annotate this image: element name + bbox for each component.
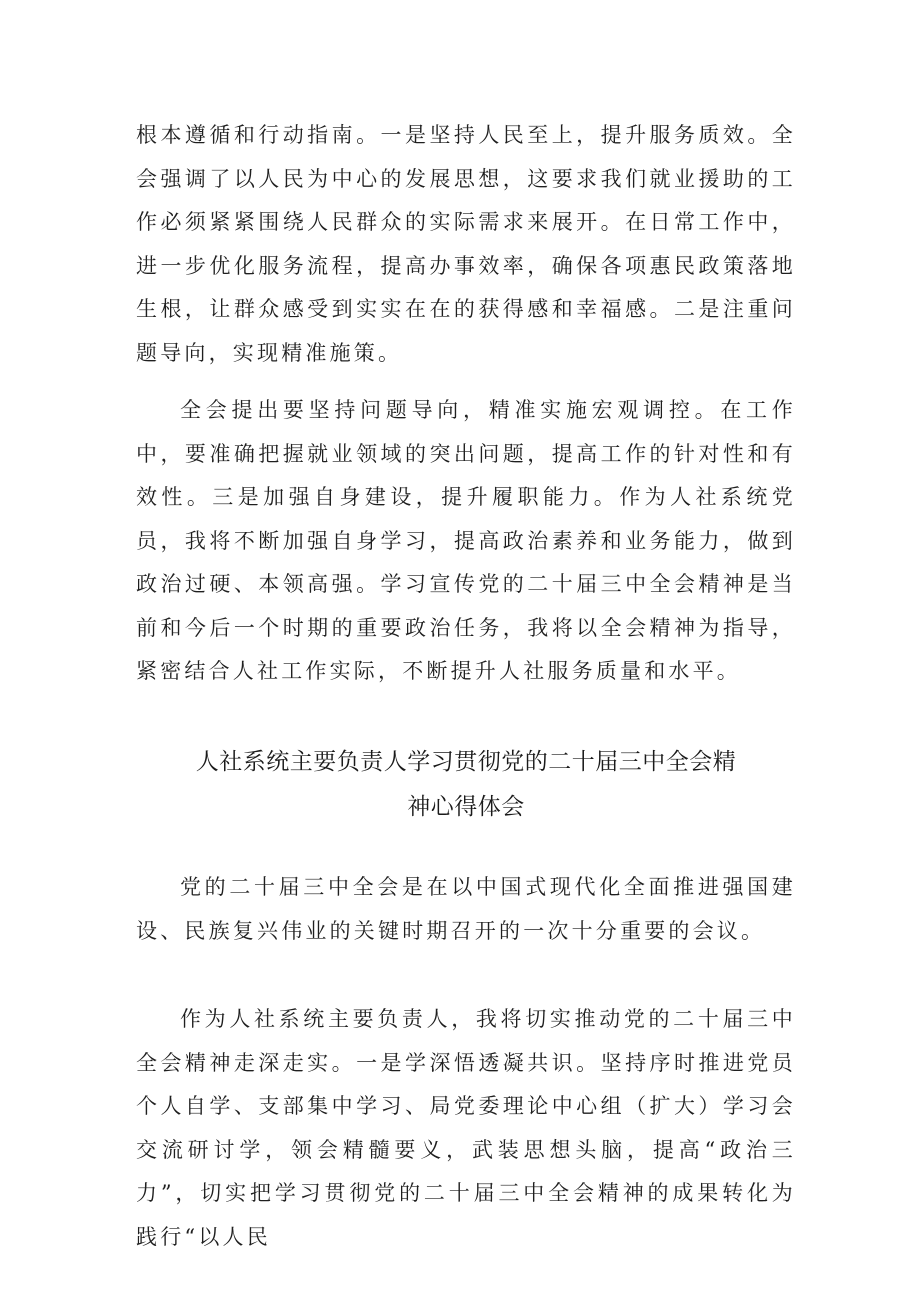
body-paragraph: 作为人社系统主要负责人，我将切实推动党的二十届三中全会精神走深走实。一是学深悟透凝共识。坚持序时推进党员个人自学、支部集中学习、局党委理论中心组（扩大）学习会交流研讨学，领会精髓要义，武装思想头脑，提高“政治三力”，切实把学习贯彻党的二十届三中全会精神的成果转化为践行“以人民 — [136, 1007, 796, 1249]
article-title-line-1: 人社系统主要负责人学习贯彻党的二十届三中全会精 — [195, 749, 737, 775]
body-paragraph: 全会提出要坚持问题导向，精准实施宏观调控。在工作中，要准确把握就业领域的突出问题，提高工作的针对性和有效性。三是加强自身建设，提升履职能力。作为人社系统党员，我将不断加强自身学习，提高政治素养和业务能力，做到政治过硬、本领高强。学习宣传党的二十届三中全会精神是当前和今后一个时期的重要政治任务，我将以全会精神为指导，紧密结合人社工作实际，不断提升人社服务质量和水平。 — [136, 398, 796, 683]
body-paragraph: 党的二十届三中全会是在以中国式现代化全面推进强国建设、民族复兴伟业的关键时期召开的一次十分重要的会议。 — [136, 875, 796, 943]
body-paragraph-continued: 根本遵循和行动指南。一是坚持人民至上，提升服务质效。全会强调了以人民为中心的发展思想，这要求我们就业援助的工作必须紧紧围绕人民群众的实际需求来展开。在日常工作中，进一步优化服务流程，提高办事效率，确保各项惠民政策落地生根，让群众感受到实实在在的获得感和幸福感。二是注重问题导向，实现精准施策。 — [136, 123, 796, 365]
article-title-line-2: 神心得体会 — [407, 794, 525, 820]
article-title — [136, 740, 796, 830]
